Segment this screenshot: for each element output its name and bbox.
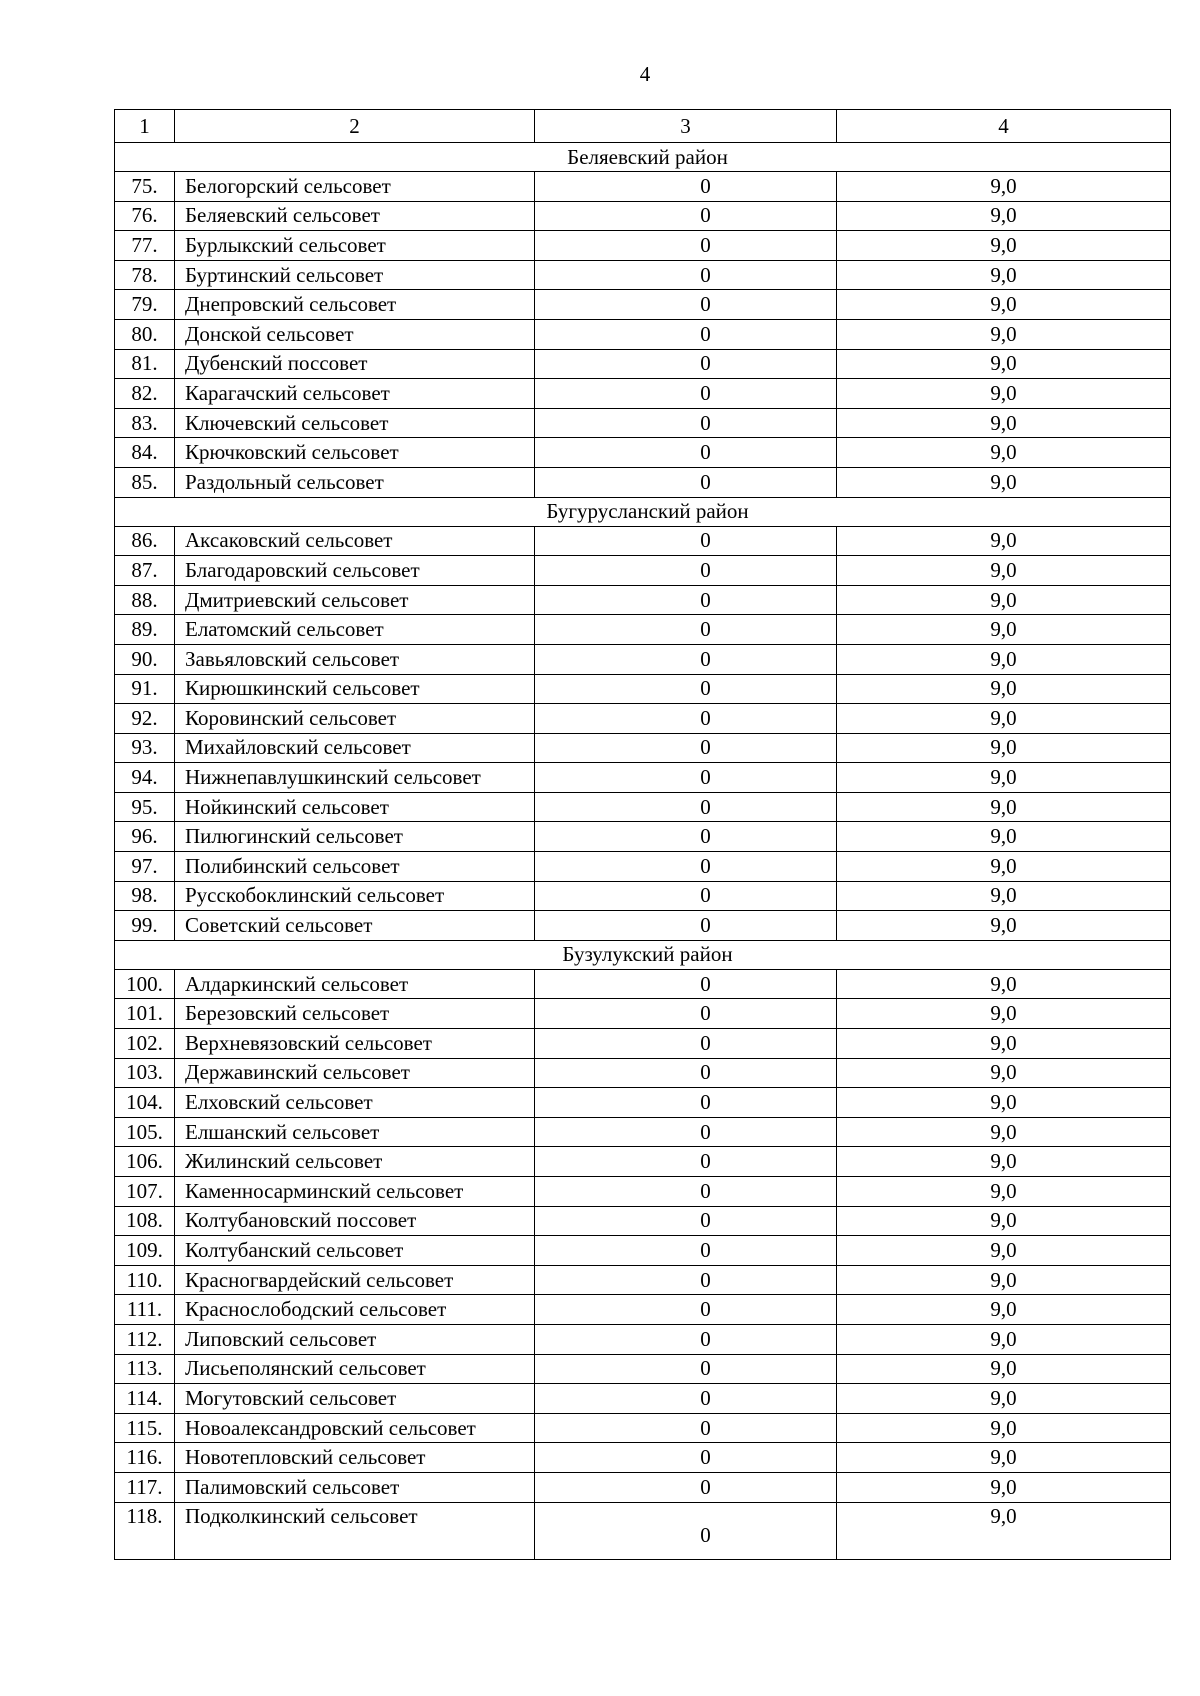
value-column-3: 0 xyxy=(535,526,837,556)
value-column-4: 9,0 xyxy=(837,1117,1171,1147)
value-column-4: 9,0 xyxy=(837,349,1171,379)
value-column-4: 9,0 xyxy=(837,526,1171,556)
table-row xyxy=(115,1206,1171,1236)
row-number: 109. xyxy=(115,1236,175,1266)
column-header-3: 3 xyxy=(535,110,837,143)
value-column-4: 9,0 xyxy=(837,172,1171,202)
value-column-4: 9,0 xyxy=(837,852,1171,882)
table-row xyxy=(115,556,1171,586)
row-number: 94. xyxy=(115,763,175,793)
table-row xyxy=(115,1354,1171,1384)
value-column-4: 9,0 xyxy=(837,319,1171,349)
value-column-4: 9,0 xyxy=(837,1236,1171,1266)
municipality-name: Кирюшкинский сельсовет xyxy=(175,674,535,704)
value-column-3: 0 xyxy=(535,852,837,882)
municipality-name: Дмитриевский сельсовет xyxy=(175,585,535,615)
section-title: Бугурусланский район xyxy=(115,497,1171,526)
municipality-name: Красногвардейский сельсовет xyxy=(175,1265,535,1295)
municipality-name: Елховский сельсовет xyxy=(175,1088,535,1118)
row-number: 104. xyxy=(115,1088,175,1118)
row-number: 103. xyxy=(115,1058,175,1088)
value-column-4: 9,0 xyxy=(837,822,1171,852)
row-number: 76. xyxy=(115,201,175,231)
row-number: 89. xyxy=(115,615,175,645)
value-column-4: 9,0 xyxy=(837,644,1171,674)
table-row xyxy=(115,319,1171,349)
value-column-4: 9,0 xyxy=(837,1502,1171,1559)
value-column-3: 0 xyxy=(535,319,837,349)
table-row xyxy=(115,644,1171,674)
municipality-name: Днепровский сельсовет xyxy=(175,290,535,320)
value-column-4: 9,0 xyxy=(837,1058,1171,1088)
municipality-name: Березовский сельсовет xyxy=(175,999,535,1029)
municipality-name: Новотепловский сельсовет xyxy=(175,1443,535,1473)
value-column-3: 0 xyxy=(535,1472,837,1502)
table-row xyxy=(115,1088,1171,1118)
row-number: 117. xyxy=(115,1472,175,1502)
value-column-3: 0 xyxy=(535,1324,837,1354)
row-number: 82. xyxy=(115,379,175,409)
value-column-4: 9,0 xyxy=(837,1443,1171,1473)
value-column-4: 9,0 xyxy=(837,1324,1171,1354)
row-number: 114. xyxy=(115,1384,175,1414)
municipality-name: Каменносарминский сельсовет xyxy=(175,1177,535,1207)
row-number: 105. xyxy=(115,1117,175,1147)
section-header-row xyxy=(115,940,1171,969)
value-column-4: 9,0 xyxy=(837,763,1171,793)
row-number: 110. xyxy=(115,1265,175,1295)
value-column-3: 0 xyxy=(535,822,837,852)
table-row xyxy=(115,172,1171,202)
value-column-4: 9,0 xyxy=(837,1295,1171,1325)
value-column-3: 0 xyxy=(535,1236,837,1266)
value-column-3: 0 xyxy=(535,1354,837,1384)
column-header-1: 1 xyxy=(115,110,175,143)
table-row xyxy=(115,1147,1171,1177)
table-row xyxy=(115,1384,1171,1414)
value-column-3: 0 xyxy=(535,644,837,674)
municipality-name: Колтубанский сельсовет xyxy=(175,1236,535,1266)
municipality-name: Алдаркинский сельсовет xyxy=(175,969,535,999)
value-column-3: 0 xyxy=(535,792,837,822)
row-number: 83. xyxy=(115,408,175,438)
municipality-name: Коровинский сельсовет xyxy=(175,704,535,734)
municipality-name: Крючковский сельсовет xyxy=(175,438,535,468)
value-column-3: 0 xyxy=(535,1265,837,1295)
value-column-3: 0 xyxy=(535,733,837,763)
table-row xyxy=(115,1502,1171,1559)
column-header-2: 2 xyxy=(175,110,535,143)
table-row xyxy=(115,1117,1171,1147)
row-number: 92. xyxy=(115,704,175,734)
table-row xyxy=(115,379,1171,409)
municipality-name: Нойкинский сельсовет xyxy=(175,792,535,822)
value-column-4: 9,0 xyxy=(837,1088,1171,1118)
row-number: 80. xyxy=(115,319,175,349)
value-column-4: 9,0 xyxy=(837,1354,1171,1384)
table-row xyxy=(115,763,1171,793)
municipality-name: Ключевский сельсовет xyxy=(175,408,535,438)
row-number: 96. xyxy=(115,822,175,852)
value-column-4: 9,0 xyxy=(837,615,1171,645)
value-column-4: 9,0 xyxy=(837,556,1171,586)
value-column-3: 0 xyxy=(535,881,837,911)
value-column-3: 0 xyxy=(535,408,837,438)
municipality-name: Бурлыкский сельсовет xyxy=(175,231,535,261)
row-number: 91. xyxy=(115,674,175,704)
table-row xyxy=(115,1324,1171,1354)
header-row xyxy=(115,110,1171,143)
row-number: 115. xyxy=(115,1413,175,1443)
municipality-name: Белогорский сельсовет xyxy=(175,172,535,202)
row-number: 118. xyxy=(115,1502,175,1559)
municipality-name: Державинский сельсовет xyxy=(175,1058,535,1088)
table-row xyxy=(115,674,1171,704)
value-column-3: 0 xyxy=(535,615,837,645)
value-column-4: 9,0 xyxy=(837,704,1171,734)
row-number: 84. xyxy=(115,438,175,468)
value-column-4: 9,0 xyxy=(837,674,1171,704)
value-column-4: 9,0 xyxy=(837,408,1171,438)
value-column-4: 9,0 xyxy=(837,1472,1171,1502)
value-column-3: 0 xyxy=(535,999,837,1029)
municipality-name: Жилинский сельсовет xyxy=(175,1147,535,1177)
municipality-name: Краснослободский сельсовет xyxy=(175,1295,535,1325)
municipality-name: Аксаковский сельсовет xyxy=(175,526,535,556)
table-row xyxy=(115,704,1171,734)
row-number: 99. xyxy=(115,911,175,941)
municipality-name: Липовский сельсовет xyxy=(175,1324,535,1354)
municipality-name: Подколкинский сельсовет xyxy=(175,1502,535,1559)
section-title: Бузулукский район xyxy=(115,940,1171,969)
page-number: 4 xyxy=(639,62,651,86)
table-row xyxy=(115,349,1171,379)
value-column-4: 9,0 xyxy=(837,290,1171,320)
value-column-3: 0 xyxy=(535,674,837,704)
row-number: 98. xyxy=(115,881,175,911)
table-row xyxy=(115,260,1171,290)
row-number: 113. xyxy=(115,1354,175,1384)
municipality-name: Лисьеполянский сельсовет xyxy=(175,1354,535,1384)
value-column-3: 0 xyxy=(535,1413,837,1443)
row-number: 108. xyxy=(115,1206,175,1236)
value-column-4: 9,0 xyxy=(837,1147,1171,1177)
row-number: 107. xyxy=(115,1177,175,1207)
data-table xyxy=(114,109,1171,1560)
table-row xyxy=(115,1472,1171,1502)
table-row xyxy=(115,408,1171,438)
value-column-4: 9,0 xyxy=(837,201,1171,231)
table-row xyxy=(115,1265,1171,1295)
table-row xyxy=(115,1177,1171,1207)
row-number: 86. xyxy=(115,526,175,556)
table-row xyxy=(115,881,1171,911)
table-row xyxy=(115,969,1171,999)
table-row xyxy=(115,1295,1171,1325)
value-column-3: 0 xyxy=(535,763,837,793)
value-column-4: 9,0 xyxy=(837,1177,1171,1207)
value-column-3: 0 xyxy=(535,201,837,231)
row-number: 102. xyxy=(115,1029,175,1059)
value-column-3: 0 xyxy=(535,231,837,261)
table-row xyxy=(115,615,1171,645)
value-column-3: 0 xyxy=(535,1502,837,1559)
value-column-4: 9,0 xyxy=(837,792,1171,822)
column-header-4: 4 xyxy=(837,110,1171,143)
table-row xyxy=(115,911,1171,941)
row-number: 106. xyxy=(115,1147,175,1177)
value-column-4: 9,0 xyxy=(837,881,1171,911)
value-column-3: 0 xyxy=(535,1384,837,1414)
row-number: 112. xyxy=(115,1324,175,1354)
value-column-4: 9,0 xyxy=(837,438,1171,468)
municipality-name: Новоалександровский сельсовет xyxy=(175,1413,535,1443)
table-row xyxy=(115,585,1171,615)
municipality-name: Нижнепавлушкинский сельсовет xyxy=(175,763,535,793)
section-header-row xyxy=(115,143,1171,172)
value-column-4: 9,0 xyxy=(837,467,1171,497)
municipality-name: Благодаровский сельсовет xyxy=(175,556,535,586)
table-row xyxy=(115,231,1171,261)
row-number: 100. xyxy=(115,969,175,999)
row-number: 75. xyxy=(115,172,175,202)
section-title: Беляевский район xyxy=(115,143,1171,172)
row-number: 101. xyxy=(115,999,175,1029)
value-column-4: 9,0 xyxy=(837,1265,1171,1295)
value-column-4: 9,0 xyxy=(837,1206,1171,1236)
value-column-3: 0 xyxy=(535,585,837,615)
municipality-name: Донской сельсовет xyxy=(175,319,535,349)
municipality-name: Пилюгинский сельсовет xyxy=(175,822,535,852)
table-row xyxy=(115,1236,1171,1266)
municipality-name: Михайловский сельсовет xyxy=(175,733,535,763)
value-column-3: 0 xyxy=(535,1088,837,1118)
value-column-3: 0 xyxy=(535,1177,837,1207)
row-number: 116. xyxy=(115,1443,175,1473)
row-number: 95. xyxy=(115,792,175,822)
value-column-4: 9,0 xyxy=(837,1029,1171,1059)
table-row xyxy=(115,852,1171,882)
table-row xyxy=(115,822,1171,852)
row-number: 97. xyxy=(115,852,175,882)
municipality-name: Раздольный сельсовет xyxy=(175,467,535,497)
value-column-3: 0 xyxy=(535,556,837,586)
value-column-3: 0 xyxy=(535,172,837,202)
municipality-name: Советский сельсовет xyxy=(175,911,535,941)
value-column-3: 0 xyxy=(535,349,837,379)
value-column-3: 0 xyxy=(535,438,837,468)
row-number: 111. xyxy=(115,1295,175,1325)
table-row xyxy=(115,467,1171,497)
value-column-3: 0 xyxy=(535,911,837,941)
municipality-name: Буртинский сельсовет xyxy=(175,260,535,290)
row-number: 78. xyxy=(115,260,175,290)
municipality-name: Завьяловский сельсовет xyxy=(175,644,535,674)
value-column-4: 9,0 xyxy=(837,585,1171,615)
municipality-name: Дубенский поссовет xyxy=(175,349,535,379)
row-number: 90. xyxy=(115,644,175,674)
municipality-name: Русскобоклинский сельсовет xyxy=(175,881,535,911)
table-row xyxy=(115,999,1171,1029)
municipality-name: Могутовский сельсовет xyxy=(175,1384,535,1414)
value-column-3: 0 xyxy=(535,260,837,290)
value-column-3: 0 xyxy=(535,704,837,734)
table-row xyxy=(115,1443,1171,1473)
row-number: 87. xyxy=(115,556,175,586)
value-column-4: 9,0 xyxy=(837,379,1171,409)
row-number: 88. xyxy=(115,585,175,615)
municipality-name: Верхневязовский сельсовет xyxy=(175,1029,535,1059)
table-row xyxy=(115,526,1171,556)
table-row xyxy=(115,792,1171,822)
municipality-name: Карагачский сельсовет xyxy=(175,379,535,409)
value-column-3: 0 xyxy=(535,1058,837,1088)
table-row xyxy=(115,201,1171,231)
value-column-4: 9,0 xyxy=(837,999,1171,1029)
value-column-3: 0 xyxy=(535,1295,837,1325)
table-row xyxy=(115,1029,1171,1059)
municipality-name: Елшанский сельсовет xyxy=(175,1117,535,1147)
value-column-3: 0 xyxy=(535,969,837,999)
table-row xyxy=(115,290,1171,320)
value-column-3: 0 xyxy=(535,1443,837,1473)
municipality-name: Полибинский сельсовет xyxy=(175,852,535,882)
value-column-3: 0 xyxy=(535,290,837,320)
value-column-3: 0 xyxy=(535,1117,837,1147)
table-row xyxy=(115,1058,1171,1088)
row-number: 85. xyxy=(115,467,175,497)
value-column-4: 9,0 xyxy=(837,1413,1171,1443)
row-number: 93. xyxy=(115,733,175,763)
municipality-name: Колтубановский поссовет xyxy=(175,1206,535,1236)
table-row xyxy=(115,1413,1171,1443)
value-column-4: 9,0 xyxy=(837,733,1171,763)
table-row xyxy=(115,438,1171,468)
municipality-name: Палимовский сельсовет xyxy=(175,1472,535,1502)
row-number: 79. xyxy=(115,290,175,320)
value-column-3: 0 xyxy=(535,379,837,409)
value-column-4: 9,0 xyxy=(837,260,1171,290)
municipality-name: Беляевский сельсовет xyxy=(175,201,535,231)
value-column-4: 9,0 xyxy=(837,1384,1171,1414)
row-number: 81. xyxy=(115,349,175,379)
section-header-row xyxy=(115,497,1171,526)
row-number: 77. xyxy=(115,231,175,261)
value-column-3: 0 xyxy=(535,1147,837,1177)
value-column-4: 9,0 xyxy=(837,231,1171,261)
value-column-3: 0 xyxy=(535,1206,837,1236)
value-column-4: 9,0 xyxy=(837,911,1171,941)
value-column-3: 0 xyxy=(535,467,837,497)
value-column-4: 9,0 xyxy=(837,969,1171,999)
value-column-3: 0 xyxy=(535,1029,837,1059)
table-row xyxy=(115,733,1171,763)
municipality-name: Елатомский сельсовет xyxy=(175,615,535,645)
